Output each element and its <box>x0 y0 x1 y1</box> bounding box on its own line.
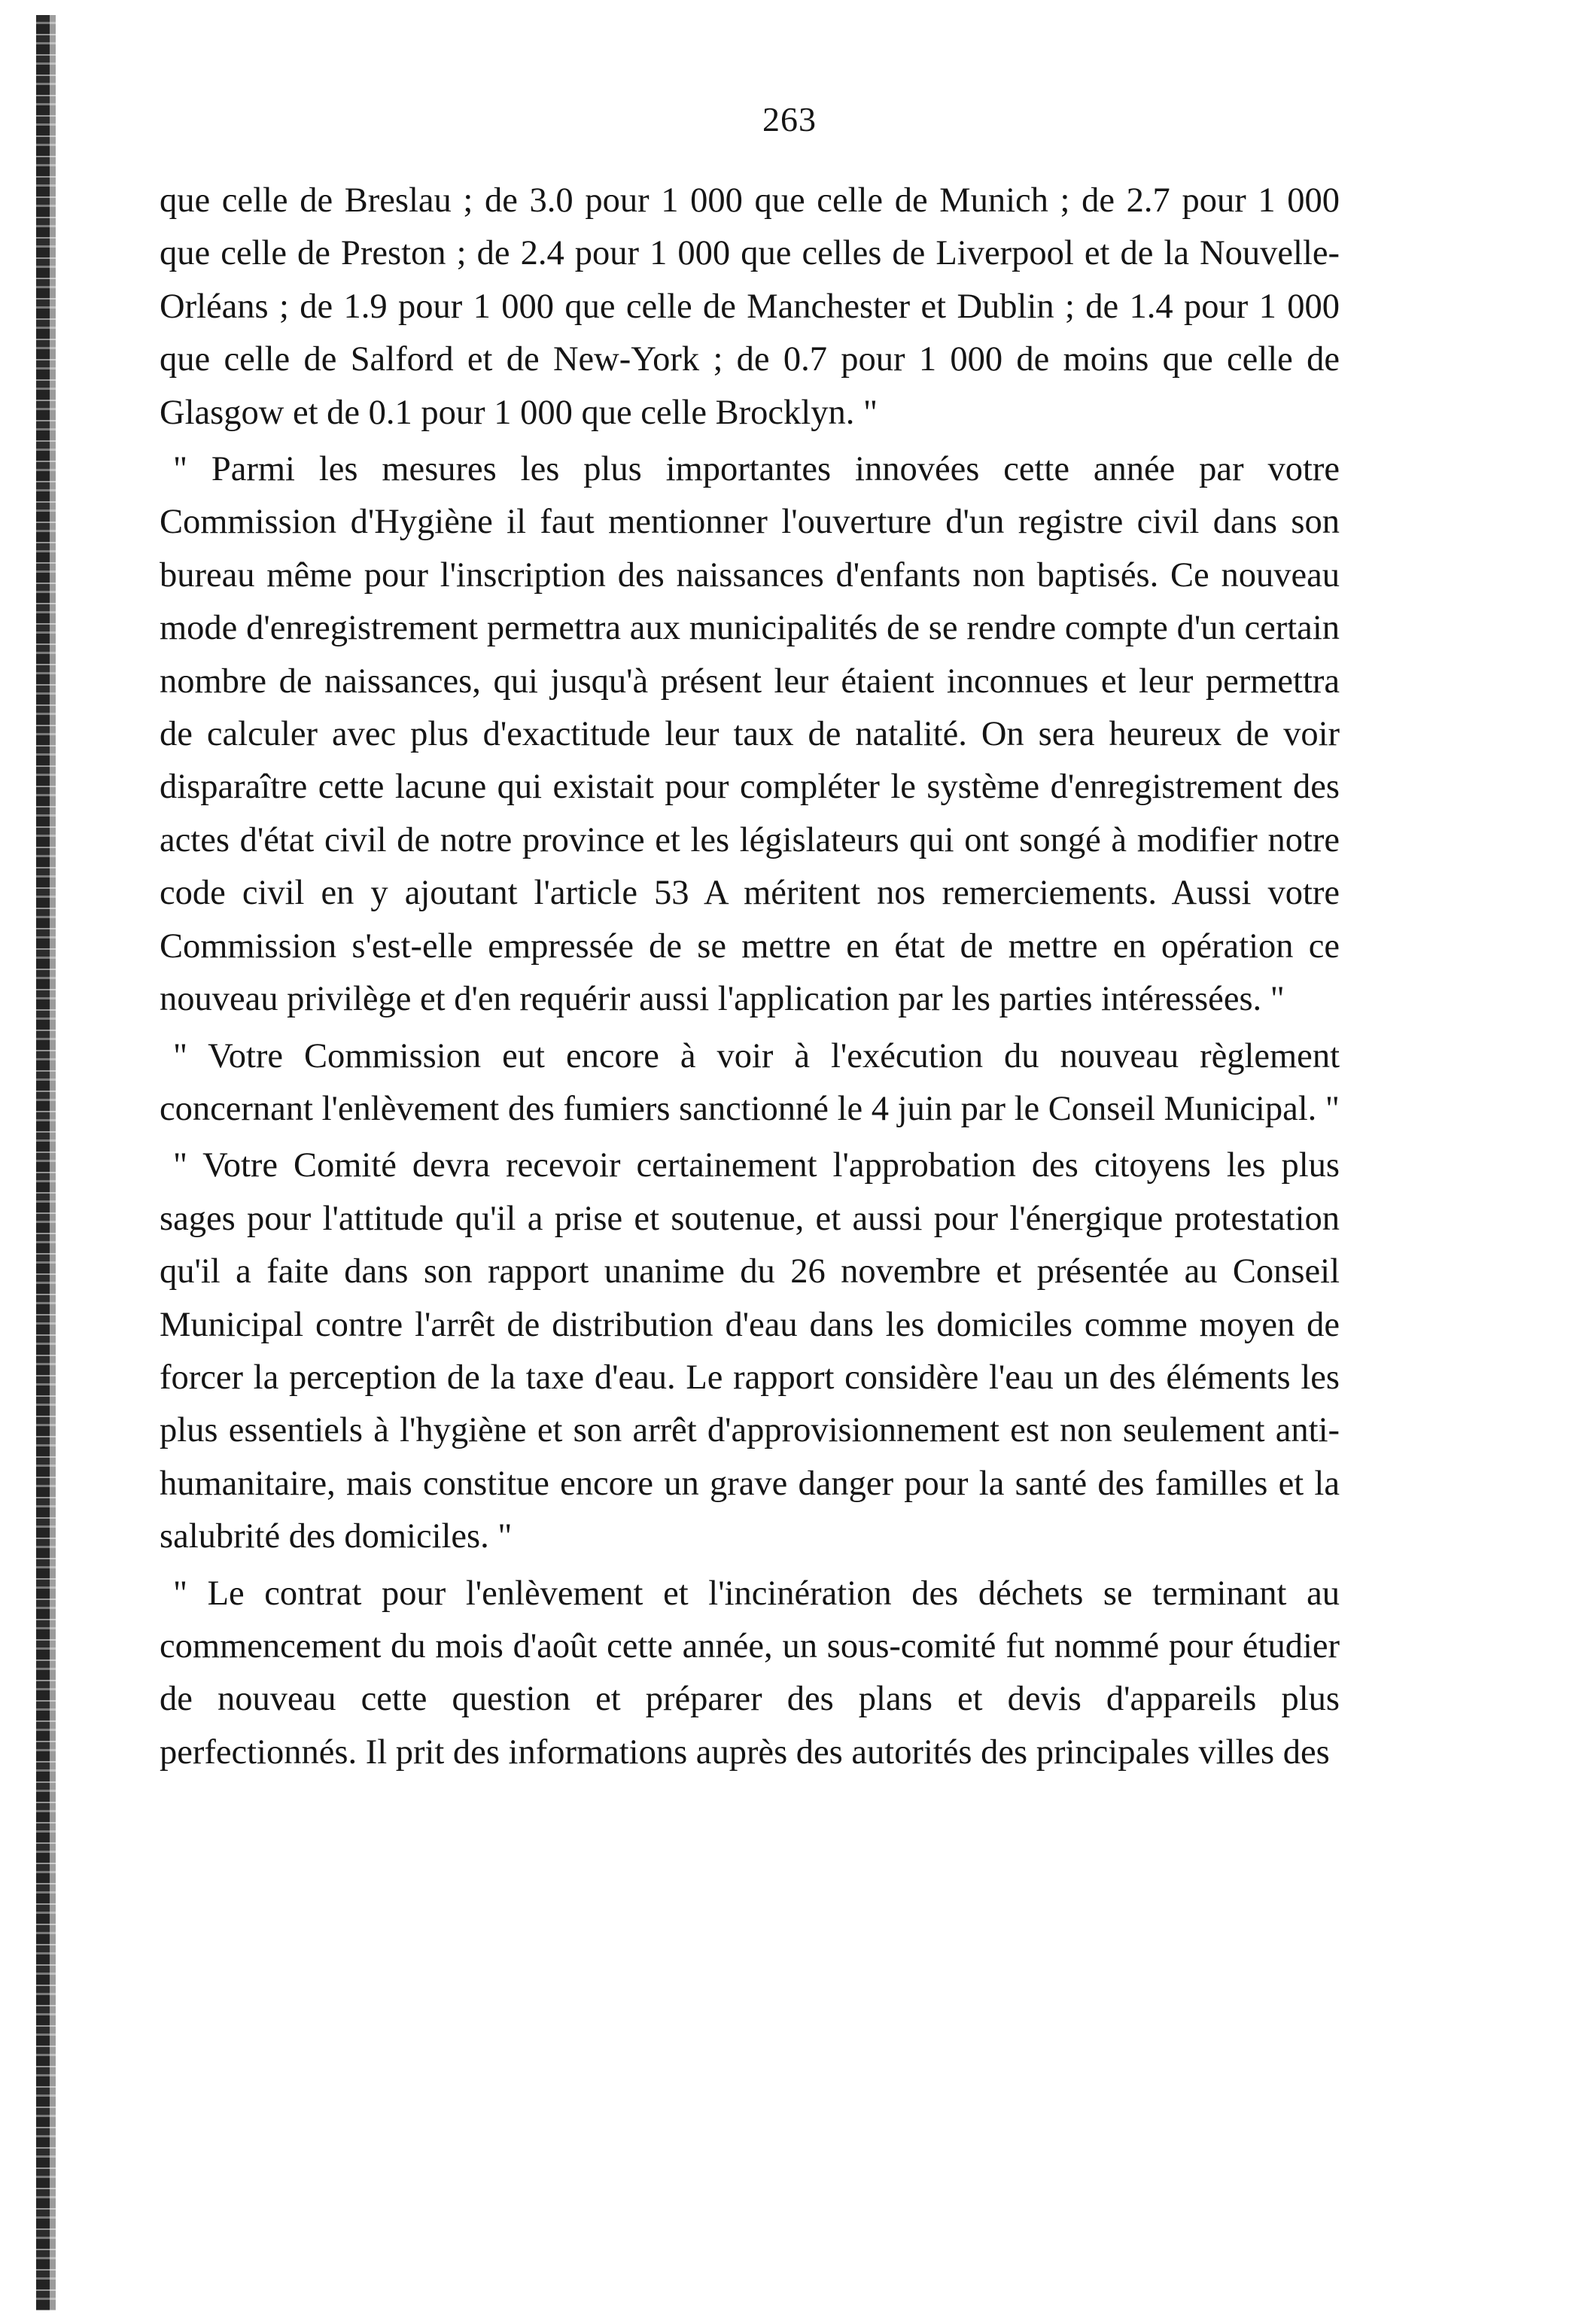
paragraph-3: " Votre Commission eut encore à voir à l'exécution du nouveau règlement concernant l'enlèvement des fumiers sanctionné le 4 juin par le Conseil Municipal. " <box>160 1036 1340 1128</box>
paragraph-2: " Parmi les mesures les plus importantes innovées cette année par votre Commission d'Hygiène il faut mentionner l'ouverture d'un registre civil dans son bureau même pour l'inscription des naissances d'enfants non baptisés. Ce nouveau mode d'enregistrement permettra aux municipalités de se rendre compte d'un certain nombre de naissances, qui jusqu'à présent leur étaient inconnues et leur permettra de calculer avec plus d'exactitude leur taux de natalité. On sera heureux de voir disparaître cette lacune qui existait pour compléter le système d'enregistrement des actes d'état civil de notre province et les législateurs qui ont songé à modifier notre code civil en y ajoutant l'article 53 A méritent nos remerciements. Aussi votre Commission s'est-elle empressée de se mettre en état de mettre en opération ce nouveau privilège et d'en requérir aussi l'application par les parties intéressées. " <box>160 450 1340 1019</box>
paragraph-5: " Le contrat pour l'enlèvement et l'incinération des déchets se terminant au commencement du mois d'août cette année, un sous-comité fut nommé pour étudier de nouveau cette question et préparer des plans et devis d'appareils plus perfectionnés. Il prit des informations auprès des autorités des principales villes des <box>160 1574 1340 1772</box>
paragraph-4: " Votre Comité devra recevoir certainement l'approbation des citoyens les plus sages pour l'attitude qu'il a prise et soutenue, et aussi pour l'énergique protestation qu'il a faite dans son rapport unanime du 26 novembre et présentée au Conseil Municipal contre l'arrêt de distribution d'eau dans les domiciles comme moyen de forcer la perception de la taxe d'eau. Le rapport considère l'eau un des éléments les plus essentiels à l'hygiène et son arrêt d'approvisionnement est non seulement anti-humanitaire, mais constitue encore un grave danger pour la santé des familles et la salubrité des domiciles. " <box>160 1146 1340 1556</box>
page-text-body <box>160 175 1340 1783</box>
book-binding-edge <box>36 15 56 2310</box>
page-number: 263 <box>762 100 817 138</box>
paragraph-1: que celle de Breslau ; de 3.0 pour 1 000 que celle de Munich ; de 2.7 pour 1 000 que celle de Preston ; de 2.4 pour 1 000 que celles de Liverpool et de la Nouvelle-Orléans ; de 1.9 pour 1 000 que celle de Manchester et Dublin ; de 1.4 pour 1 000 que celle de Salford et de New-York ; de 0.7 pour 1 000 de moins que celle de Glasgow et de 0.1 pour 1 000 que celle Brocklyn. " <box>160 181 1340 432</box>
